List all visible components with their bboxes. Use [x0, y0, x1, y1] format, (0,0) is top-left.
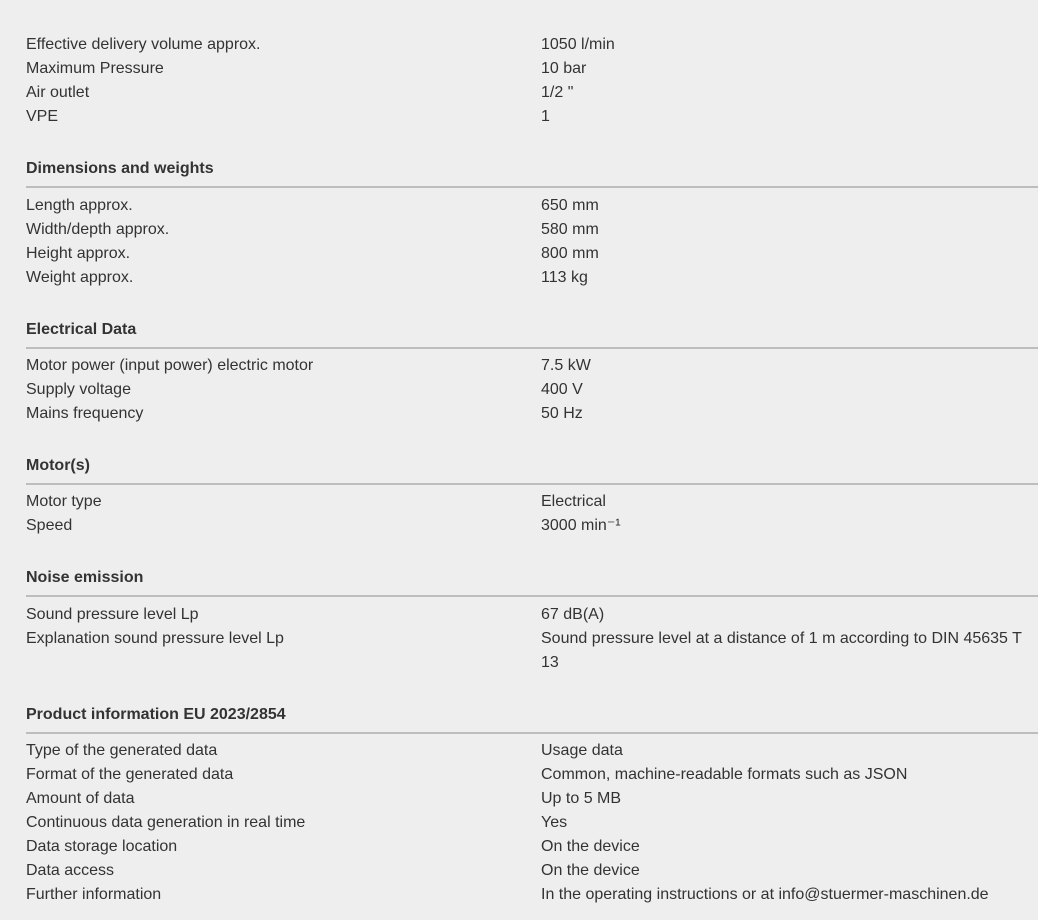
spec-row-further-information [26, 883, 1038, 907]
spec-row-weight [26, 266, 1038, 290]
section-divider [26, 732, 1038, 734]
section-divider [26, 595, 1038, 597]
spec-row-mains-frequency [26, 402, 1038, 426]
spec-value: 650 mm [541, 197, 599, 214]
spec-label: VPE [26, 108, 59, 125]
spec-label: Supply voltage [26, 381, 131, 398]
spec-row-effective-delivery-volume [26, 33, 1038, 57]
spec-value: 800 mm [541, 245, 599, 262]
spec-value: On the device [541, 838, 640, 855]
spec-label: Width/depth approx. [26, 221, 170, 238]
spec-row-continuous-generation [26, 811, 1038, 835]
spec-label: Maximum Pressure [26, 60, 164, 77]
spec-row-data-type [26, 739, 1038, 763]
spec-value: 1050 l/min [541, 36, 615, 53]
spec-value: Up to 5 MB [541, 790, 622, 807]
spec-label: Weight approx. [26, 269, 134, 286]
spec-value: 3000 min⁻¹ [541, 517, 621, 534]
spec-value: 1 [541, 108, 550, 125]
spec-row-air-outlet [26, 81, 1038, 105]
spec-value: On the device [541, 862, 640, 879]
spec-label: Format of the generated data [26, 766, 234, 783]
spec-value: 50 Hz [541, 405, 583, 422]
spec-label: Mains frequency [26, 405, 144, 422]
spec-label: Motor power (input power) electric motor [26, 357, 314, 374]
spec-value: 67 dB(A) [541, 606, 605, 623]
spec-label: Sound pressure level Lp [26, 606, 199, 623]
spec-label: Further information [26, 886, 162, 903]
spec-row-maximum-pressure [26, 57, 1038, 81]
spec-value: Common, machine-readable formats such as JSON [541, 766, 908, 783]
spec-row-data-format [26, 763, 1038, 787]
spec-label: Height approx. [26, 245, 131, 262]
section-title-product-info: Product information EU 2023/2854 [26, 706, 286, 723]
section-divider [26, 483, 1038, 485]
spec-row-supply-voltage [26, 378, 1038, 402]
spec-label: Type of the generated data [26, 742, 218, 759]
spec-row-width-depth [26, 218, 1038, 242]
section-divider [26, 186, 1038, 188]
spec-label: Explanation sound pressure level Lp [26, 630, 284, 647]
spec-row-sound-pressure-level [26, 603, 1038, 627]
spec-value: Electrical [541, 493, 606, 510]
spec-value: 113 kg [541, 269, 588, 286]
spec-label: Motor type [26, 493, 102, 510]
spec-value: Sound pressure level at a distance of 1 m according to DIN 45635 T 13 [541, 630, 1022, 671]
section-title-dimensions: Dimensions and weights [26, 160, 214, 177]
spec-label: Air outlet [26, 84, 90, 101]
section-title-noise: Noise emission [26, 569, 144, 586]
spec-label: Length approx. [26, 197, 133, 214]
spec-label: Data access [26, 862, 115, 879]
spec-row-data-amount [26, 787, 1038, 811]
section-title-electrical: Electrical Data [26, 321, 137, 338]
spec-value: 1/2 " [541, 84, 574, 101]
spec-row-motor-power [26, 354, 1038, 378]
spec-row-speed [26, 514, 1038, 538]
spec-label: Speed [26, 517, 73, 534]
spec-label: Data storage location [26, 838, 178, 855]
section-title-motors: Motor(s) [26, 457, 90, 474]
spec-label: Continuous data generation in real time [26, 814, 306, 831]
spec-label: Amount of data [26, 790, 135, 807]
spec-row-height [26, 242, 1038, 266]
spec-value: Usage data [541, 742, 623, 759]
spec-row-data-access [26, 859, 1038, 883]
spec-row-motor-type [26, 490, 1038, 514]
spec-row-storage-location [26, 835, 1038, 859]
spec-row-vpe [26, 105, 1038, 129]
spec-value: In the operating instructions or at info@stuermer-maschinen.de [541, 886, 989, 903]
spec-value: 7.5 kW [541, 357, 591, 374]
spec-row-length [26, 194, 1038, 218]
spec-value: 580 mm [541, 221, 599, 238]
spec-value: Yes [541, 814, 568, 831]
spec-row-sound-pressure-explanation [26, 627, 1038, 675]
spec-value: 400 V [541, 381, 583, 398]
spec-label: Effective delivery volume approx. [26, 36, 261, 53]
section-divider [26, 347, 1038, 349]
spec-value: 10 bar [541, 60, 587, 77]
